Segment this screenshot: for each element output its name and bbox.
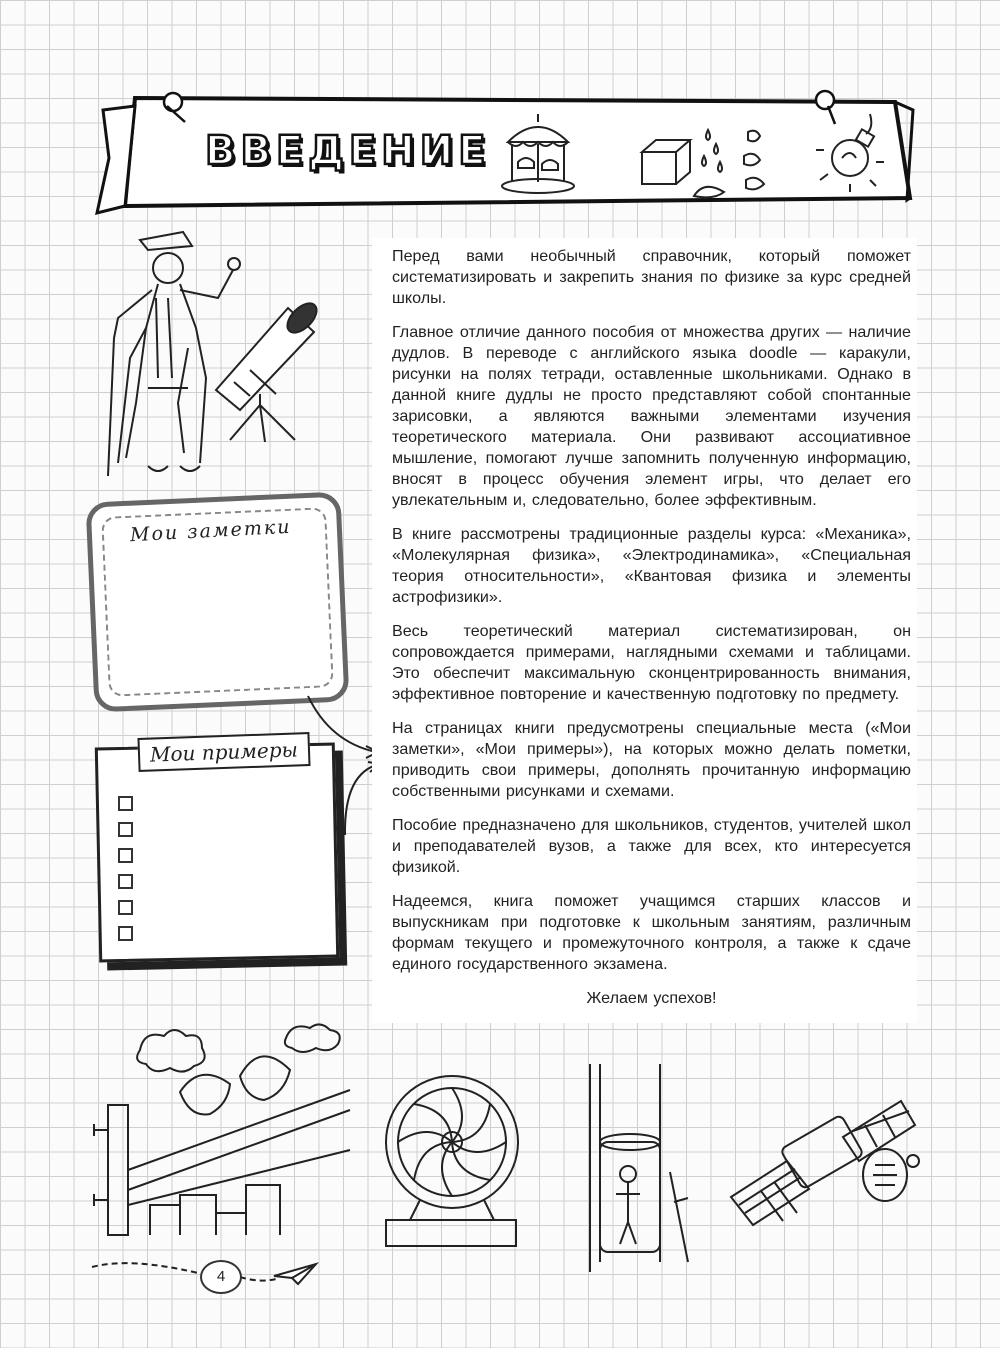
paragraph: Весь теоретический материал систематизирован, он сопровождается примерами, наглядными схемами и таблицами. Это обеспечит максимальную сконцентрированность внимания, эффективное повторение и качественную подготовку по предмету.: [392, 622, 911, 703]
example-checkbox[interactable]: [118, 926, 133, 941]
example-checkbox[interactable]: [118, 874, 133, 889]
paragraph: На страницах книги предусмотрены специальные места («Мои заметки», «Мои примеры»), на которых можно делать пометки, приводить свои примеры, дополнять прочитанную информацию собственными рисунками и схемами.: [392, 719, 911, 800]
example-checkbox[interactable]: [118, 796, 133, 811]
flywheel-icon: [380, 1070, 530, 1260]
closing-line: Желаем успехов!: [586, 989, 717, 1007]
carousel-icon: [498, 112, 578, 202]
page-number: 4: [200, 1260, 242, 1294]
example-checkbox[interactable]: [118, 822, 133, 837]
paragraph: В книге рассмотрены традиционные разделы курса: «Механика», «Молекулярная физика», «Электродинамика», «Специальная теория относительности», «Квантовая физика и элементы астрофизики».: [392, 525, 911, 606]
paragraph: Пособие предназначено для школьников, студентов, учителей школ и преподавателей вузов, а также для всех, кто интересуется физикой.: [392, 816, 911, 876]
ice-cube-icon: [636, 122, 766, 202]
examples-label: Мои примеры: [137, 732, 310, 772]
satellite-icon: [725, 1095, 920, 1235]
notes-label: Мои заметки: [129, 515, 292, 547]
paragraph: Главное отличие данного пособия от множества других — наличие дудлов. В переводе с английского языка doodle — каракули, рисунки на полях тетради, оставленные школьниками. Однако в данной книге дудлы не просто представляют собой спонтанные зарисовки, а являются важными элементами изучения теоретического материала. Они развивают ассоциативное мышление, помогают лучше запомнить полученную информацию, вносят в процесс обучения элемент игры, что делает его увлекательным и, следовательно, более эффективным.: [392, 323, 911, 509]
paragraph: Перед вами необычный справочник, который поможет систематизировать и закрепить знания по физике за курс средней школы.: [392, 247, 911, 307]
birds-on-wire: [90, 1020, 360, 1250]
elevator-icon: [580, 1062, 695, 1282]
page-title: ВВЕДЕНИЕ: [205, 128, 491, 174]
paper-plane-icon: [272, 1262, 320, 1288]
paragraph: Надеемся, книга поможет учащимся старших классов и выпускникам при подготовке к школьным занятиям, различным формам текущего и промежуточного контроля, а также к сдаче единого государственного экзамена.: [392, 892, 911, 973]
lightbulb-icon: [820, 110, 900, 195]
example-checkbox[interactable]: [118, 900, 133, 915]
intro-text: [372, 238, 917, 1023]
example-checkbox[interactable]: [118, 848, 133, 863]
telescope-icon: [210, 290, 330, 450]
